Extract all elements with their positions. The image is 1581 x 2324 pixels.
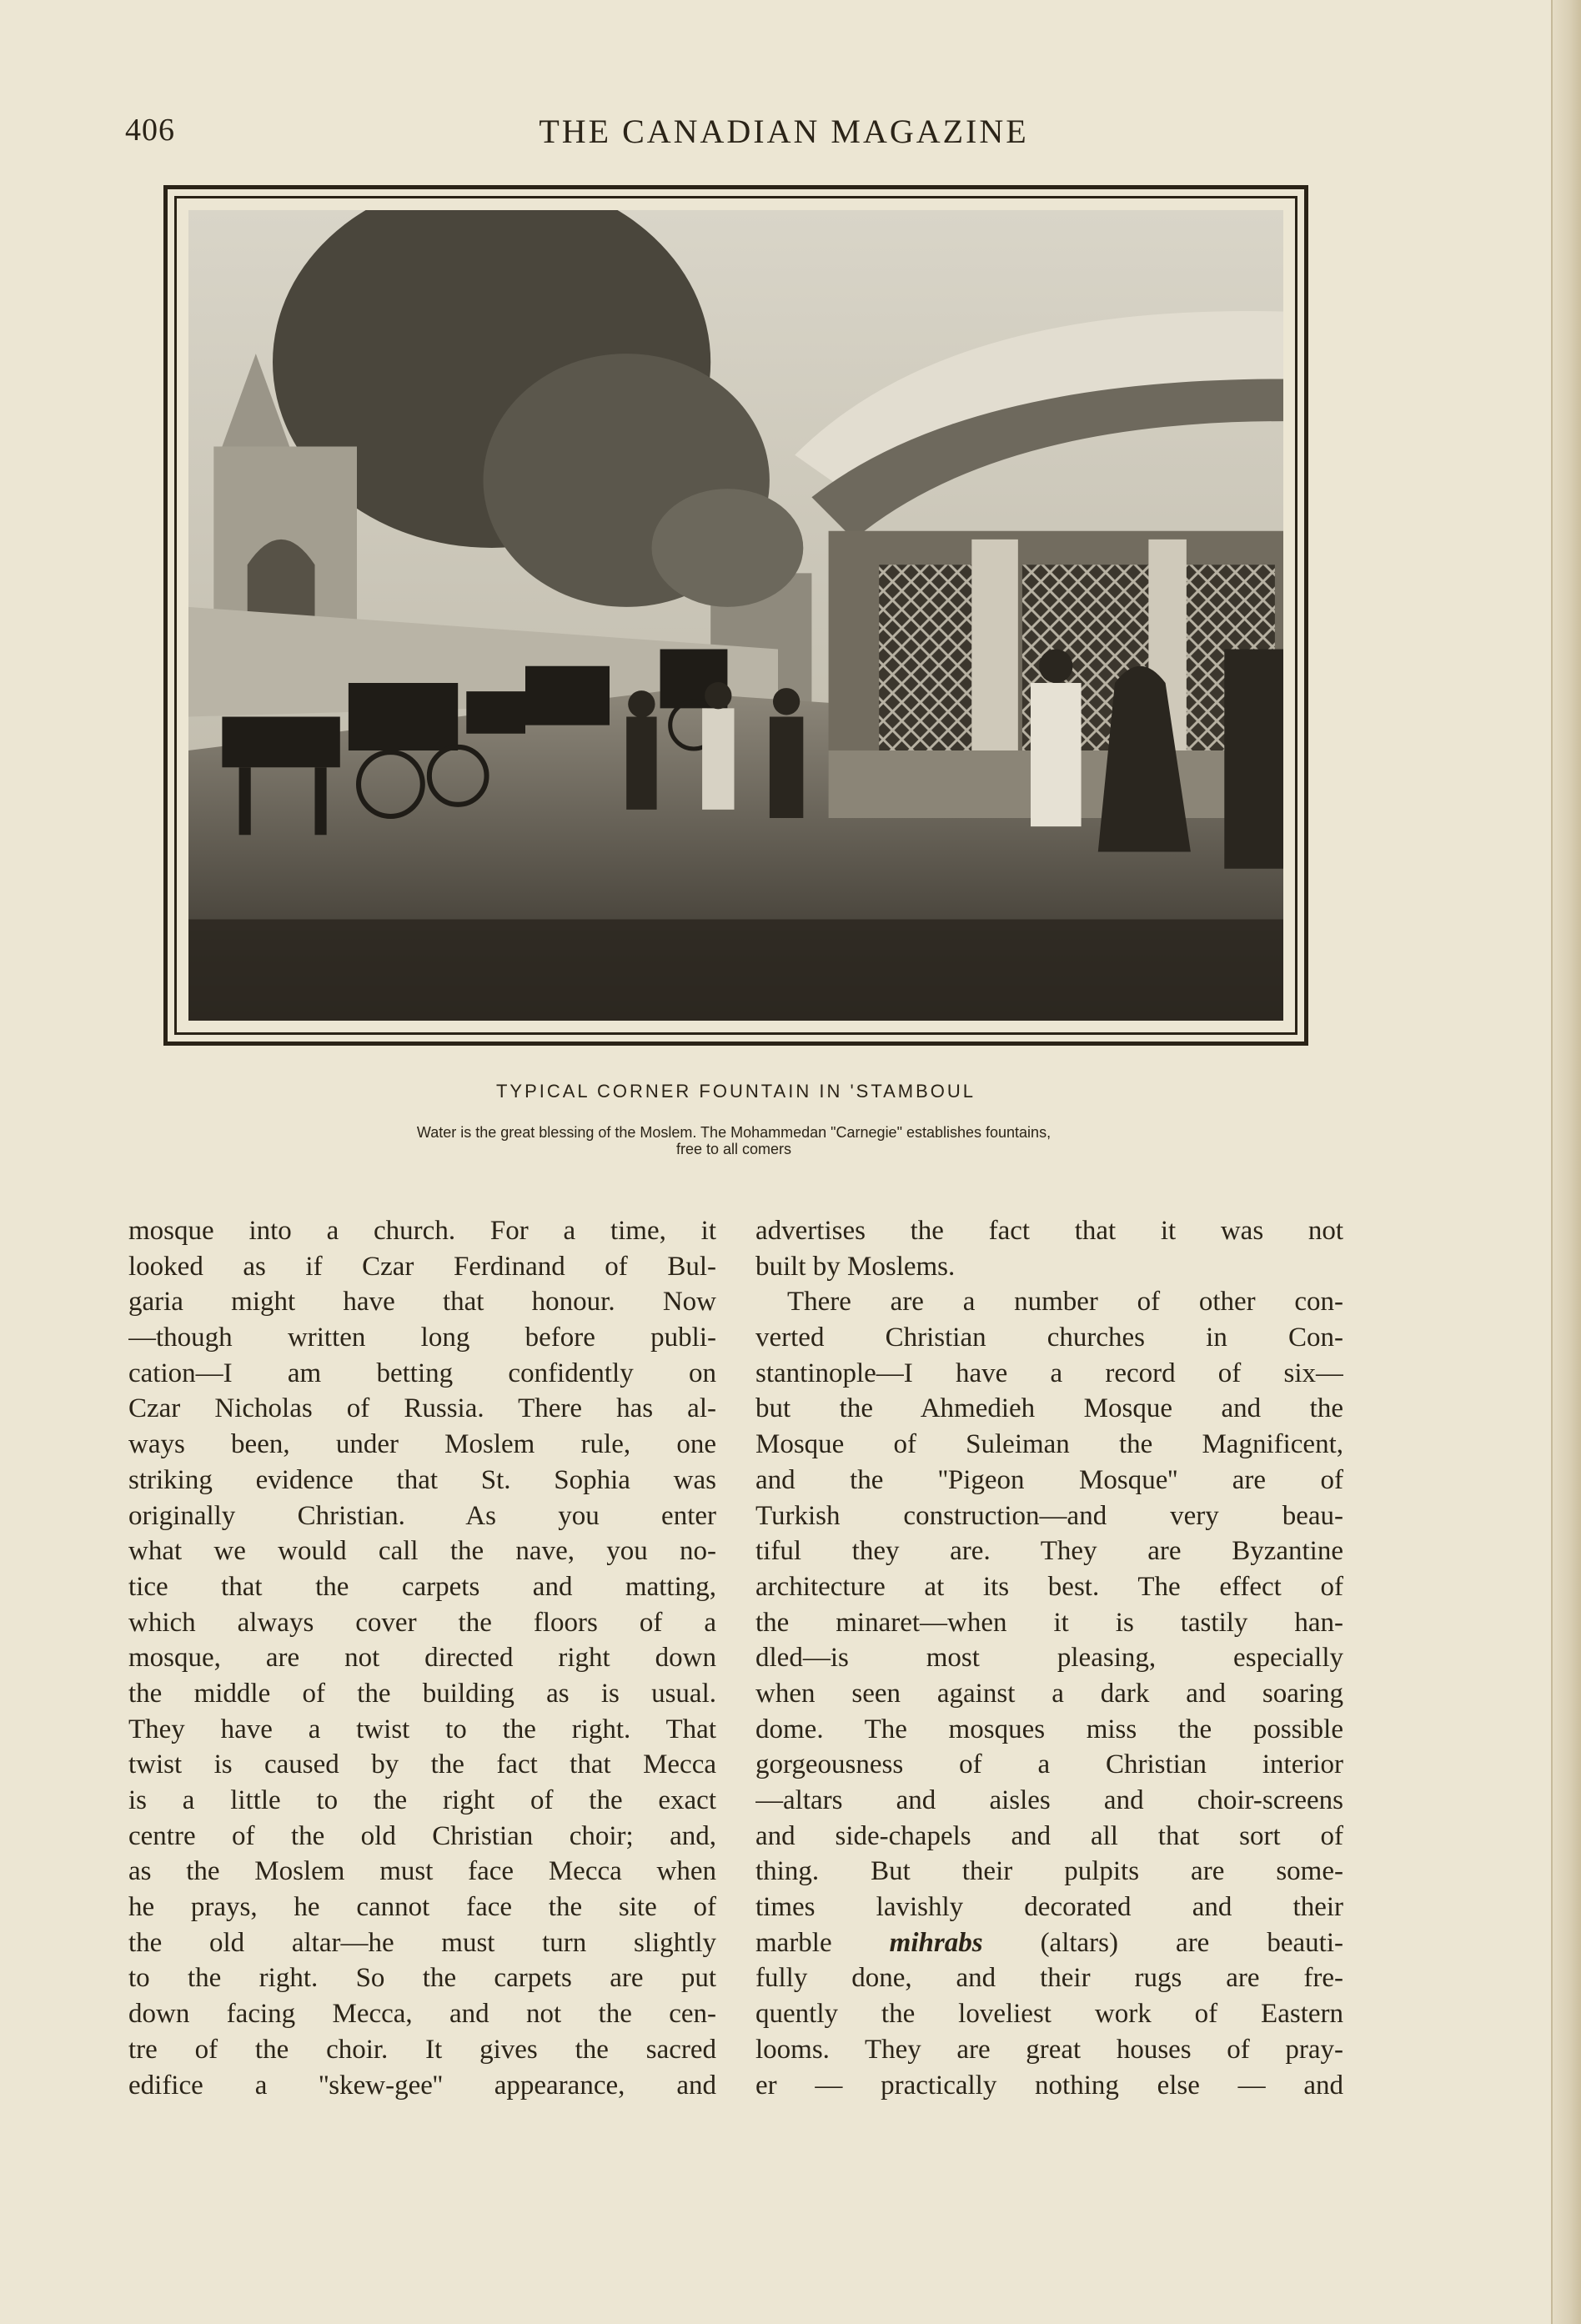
text-line: They have a twist to the right. That	[128, 1714, 716, 1744]
photo-inner-border	[174, 196, 1297, 1035]
emphasis-mihrabs: mihrabs	[889, 1927, 983, 1958]
text-line: but the Ahmedieh Mosque and the	[755, 1393, 1343, 1424]
text-line: down facing Mecca, and not the cen-	[128, 1999, 716, 2030]
text-line: tiful they are. They are Byzantine	[755, 1536, 1343, 1567]
text-line: which always cover the floors of a	[128, 1607, 716, 1638]
text-line: and the ''Pigeon Mosque'' are of	[755, 1464, 1343, 1495]
text-line: twist is caused by the fact that Mecca	[128, 1749, 716, 1780]
page-header	[125, 112, 1443, 162]
text-line: times lavishly decorated and their	[755, 1892, 1343, 1923]
text-line: the middle of the building as is usual.	[128, 1678, 716, 1709]
text-line: the minaret—when it is tastily han-	[755, 1607, 1343, 1638]
text-line: verted Christian churches in Con-	[755, 1323, 1343, 1353]
page-number: 406	[125, 113, 175, 148]
text-line: as the Moslem must face Mecca when	[128, 1856, 716, 1887]
text-line: mosque into a church. For a time, it	[128, 1216, 716, 1246]
text-line: dome. The mosques miss the possible	[755, 1714, 1343, 1744]
text-line: looked as if Czar Ferdinand of Bul-	[128, 1251, 716, 1282]
text-line: tice that the carpets and matting,	[128, 1571, 716, 1602]
caption-text	[192, 1124, 1276, 1157]
text-line: advertises the fact that it was not	[755, 1216, 1343, 1246]
text-line: to the right. So the carpets are put	[128, 1963, 716, 1994]
text-line: tre of the choir. It gives the sacred	[128, 2034, 716, 2065]
page-edge	[1551, 0, 1581, 2324]
text-line: quently the loveliest work of Eastern	[755, 1999, 1343, 2030]
text-line: architecture at its best. The effect of	[755, 1571, 1343, 1602]
text-line: cation—I am betting confidently on	[128, 1358, 716, 1388]
text-line: Czar Nicholas of Russia. There has al-	[128, 1393, 716, 1424]
text-line: Mosque of Suleiman the Magnificent,	[755, 1429, 1343, 1460]
text-fragment: marble	[755, 1927, 890, 1958]
text-line: stantinople—I have a record of six—	[755, 1358, 1343, 1388]
text-line: built by Moslems.	[755, 1251, 956, 1282]
caption-line-1: Water is the great blessing of the Moslem. The Mohammedan "Carnegie" establishes fountains,	[416, 1124, 1051, 1141]
text-line: edifice a ''skew-gee'' appearance, and	[128, 2070, 716, 2101]
text-line: mosque, are not directed right down	[128, 1643, 716, 1674]
caption-line-2: free to all comers	[675, 1141, 792, 1157]
text-line: looms. They are great houses of pray-	[755, 2034, 1343, 2065]
text-line: he prays, he cannot face the site of	[128, 1892, 716, 1923]
text-line: garia might have that honour. Now	[128, 1287, 716, 1318]
text-line: the old altar—he must turn slightly	[128, 1927, 716, 1958]
paragraph-start-line: There are a number of other con-	[787, 1287, 1343, 1318]
text-line: ways been, under Moslem rule, one	[128, 1429, 716, 1460]
street-fountain-photo	[188, 210, 1283, 1021]
text-fragment: (altars) are beauti-	[982, 1927, 1343, 1958]
text-line: centre of the old Christian choir; and,	[128, 1820, 716, 1851]
text-line: Turkish construction—and very beau-	[755, 1500, 1343, 1531]
text-line: thing. But their pulpits are some-	[755, 1856, 1343, 1887]
text-line-with-emphasis	[755, 1925, 1343, 1961]
photo-frame	[163, 185, 1308, 1046]
text-line: and side-chapels and all that sort of	[755, 1820, 1343, 1851]
text-line: —though written long before publi-	[128, 1323, 716, 1353]
text-line: what we would call the nave, you no-	[128, 1536, 716, 1567]
running-head: THE CANADIAN MAGAZINE	[539, 113, 1029, 150]
text-line: fully done, and their rugs are fre-	[755, 1963, 1343, 1994]
text-line: is a little to the right of the exact	[128, 1785, 716, 1815]
text-line: er — practically nothing else — and	[755, 2070, 1343, 2101]
text-line: dled—is most pleasing, especially	[755, 1643, 1343, 1674]
text-line: striking evidence that St. Sophia was	[128, 1464, 716, 1495]
text-line: —altars and aisles and choir-screens	[755, 1785, 1343, 1815]
caption-title: TYPICAL CORNER FOUNTAIN IN 'STAMBOUL	[495, 1081, 976, 1102]
right-column	[755, 1213, 1343, 2103]
left-column	[128, 1213, 716, 2103]
text-line: originally Christian. As you enter	[128, 1500, 716, 1531]
text-line: gorgeousness of a Christian interior	[755, 1749, 1343, 1780]
text-line: when seen against a dark and soaring	[755, 1678, 1343, 1709]
